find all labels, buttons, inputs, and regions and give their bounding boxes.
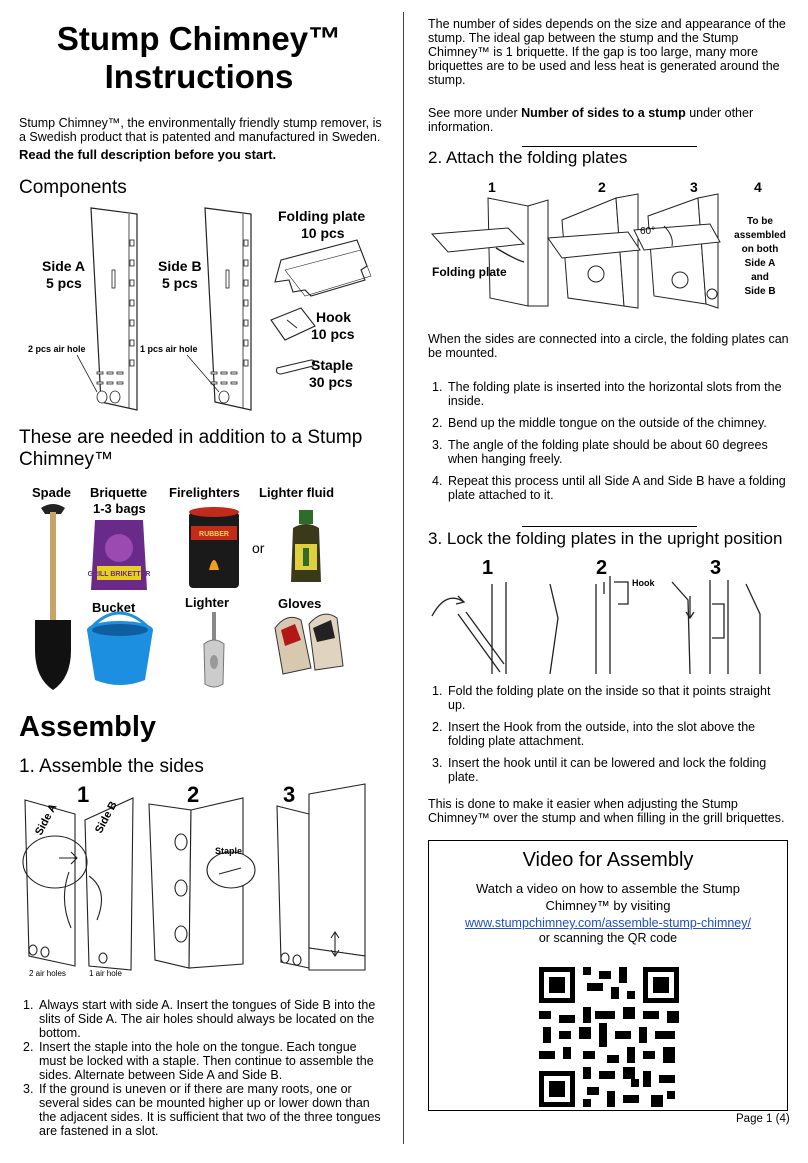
firelighters-can-icon [189,507,239,588]
lock-lines [432,576,760,674]
lock-steps-list [428,684,790,784]
can-text: RUBBER [199,531,229,538]
video-line: Watch a video on how to assemble the Stump Chimney™ by visiting [476,881,740,913]
step-text: Bend up the middle tongue on the outside of the chimney. [448,416,767,430]
qr-code-icon[interactable] [539,967,679,1107]
step-text: Insert the Hook from the outside, into the slot above the folding plate attachment. [448,720,756,748]
attach-num-2: 2 [598,179,606,195]
attach-heading: 2. Attach the folding plates [428,148,628,167]
side-b-plate [205,208,251,410]
needed-figure [19,500,391,695]
see-more-post: under other information. [428,106,754,134]
step-number: 3. [432,438,443,452]
step-text: Repeat this process until all Side A and Side B have a folding plate attached to it. [448,474,786,502]
on-both-label: on both [741,244,779,255]
see-more-bold: Number of sides to a stump [521,106,686,120]
page-title: Stump Chimney™ Instructions [56,20,342,95]
page-number: Page 1 (4) [736,1113,790,1125]
side-b-note: Side B [744,286,776,297]
folding-plate-shape [275,240,371,296]
staple-qty: 30 pcs [309,374,353,390]
lock-heading: 3. Lock the folding plates in the upright position [428,529,783,548]
attach-plates [432,194,720,308]
side-a-plate [91,208,137,410]
step-text: If the ground is uneven or if there are many roots, one or several sides can be mounted higher up or lower down than the adjacent sides. It is sufficient that two of the three tongues are fastened in a slot. [39,1082,381,1138]
or-label: or [252,540,265,556]
lighter-fluid-label: Lighter fluid [259,485,335,500]
folding-plate-label: Folding plate [278,208,366,224]
hook-label: Hook [316,309,351,325]
fig-num-3: 3 [283,782,296,807]
fig-num-2: 2 [187,782,200,807]
air-hole-a-label: 2 pcs air hole [28,344,86,354]
gloves-icon [275,614,343,674]
lighter-fluid-bottle-icon [291,510,321,582]
air-hole-leader-a [77,355,97,392]
fig1-side-a: Side A [33,801,60,838]
to-be-label: To be [747,216,773,227]
assembly-heading: Assembly [19,711,157,743]
and-note: and [751,272,769,283]
hook-callout: Hook [632,578,655,588]
lock-step-3 [428,756,790,784]
attach-step-1 [428,380,790,408]
step-number: 3. [432,756,443,770]
assemble-step-3 [19,1082,381,1138]
step-number: 1. [432,684,443,698]
assembled-label: assembled [734,230,786,241]
step-number: 3. [23,1082,34,1096]
fig1-side-b: Side B [93,799,120,836]
lighter-label: Lighter [185,595,230,610]
gloves-label: Gloves [278,596,322,611]
folding-plate-callout: Folding plate [432,265,507,279]
lock-num-2: 2 [596,557,608,579]
read-note: Read the full description before you start. [19,147,277,162]
see-more-pre: See more under [428,106,522,120]
hook-shape [271,308,315,340]
bucket-icon [87,613,153,685]
briquette-label: Briquette [90,485,148,500]
side-a-qty: 5 pcs [46,275,82,291]
spade-label: Spade [32,485,72,500]
bucket-label: Bucket [92,600,136,615]
fig2-staple-label: Staple [215,846,243,856]
needed-heading: These are needed in addition to a Stump Chimney™ [19,427,363,470]
done-paragraph: This is done to make it easier when adjusting the Stump Chimney™ over the stump and when filling in the grill briquettes. [428,797,785,825]
staple-shape [277,360,315,374]
folding-plate-qty: 10 pcs [301,225,345,241]
attach-step-3 [428,438,790,466]
step-text: Fold the folding plate on the inside so that it points straight up. [448,684,771,712]
briquette-bag-icon [88,520,151,590]
bag-text: GRILL BRIKETTER [87,571,151,578]
attach-figure [428,176,790,326]
components-heading: Components [19,177,127,198]
angle-label: 60° [640,226,656,237]
attach-steps-list [428,380,790,502]
lock-step-2 [428,720,790,748]
two-air-holes-label: 2 air holes [29,969,66,978]
lock-num-3: 3 [710,557,722,579]
side-a-note: Side A [744,258,776,269]
air-hole-b-label: 1 pcs air hole [140,344,198,354]
step-number: 4. [432,474,443,488]
fig-num-1: 1 [77,782,90,807]
assemble-steps-list [19,998,381,1138]
video-link[interactable]: www.stumpchimney.com/assemble-stump-chimney/ [465,916,751,930]
fig3-plates [277,784,365,970]
step-text: Always start with side A. Insert the tongues of Side B into the slits of Side A. The air holes should always be located on the bottom. [39,998,376,1040]
lighter-icon [204,612,224,687]
section-rule-2 [522,526,697,527]
circle-paragraph: When the sides are connected into a circle, the folding plates can be mounted. [428,332,789,360]
left-column [19,0,391,199]
step-text: The angle of the folding plate should be about 60 degrees when hanging freely. [448,438,768,466]
step-number: 2. [23,1040,34,1054]
step-number: 1. [23,998,34,1012]
attach-step-4 [428,474,790,502]
step-text: The folding plate is inserted into the horizontal slots from the inside. [448,380,782,408]
assemble-sides-heading: 1. Assemble the sides [19,756,204,777]
lock-num-1: 1 [482,557,494,579]
step-number: 1. [432,380,443,394]
side-b-label: Side B [158,258,202,274]
column-divider [403,12,404,1144]
video-title: Video for Assembly [522,849,694,871]
hook-qty: 10 pcs [311,326,355,342]
staple-label: Staple [311,357,354,373]
step-number: 2. [432,720,443,734]
side-b-qty: 5 pcs [162,275,198,291]
step-text: Insert the staple into the hole on the tongue. Each tongue must be locked with a staple. Then continue to assemble the sides. Alternate between Side A and Side B. [39,1040,374,1082]
attach-num-3: 3 [690,179,698,195]
attach-num-4: 4 [754,179,762,195]
step-number: 2. [432,416,443,430]
firelighters-label: Firelighters [169,485,240,500]
spade-icon [35,504,71,690]
sides-paragraph: The number of sides depends on the size and appearance of the stump. The ideal gap between the stump and the Stump Chimney™ is 1 briquette. If the gap is too large, many more briquettes are to be used and less heat is generated around the stump. [428,17,786,87]
fig2-plates [149,798,255,968]
lock-step-1 [428,684,790,712]
video-box [428,840,788,1111]
qr-note: or scanning the QR code [538,931,678,945]
assemble-sides-figure [19,780,391,980]
intro-text: Stump Chimney™, the environmentally friendly stump remover, is a Swedish product that is patented and manufactured in Sweden. [19,116,382,144]
one-air-hole-label: 1 air hole [89,969,122,978]
side-a-label: Side A [42,258,86,274]
lock-figure [428,554,790,676]
step-text: Insert the hook until it can be lowered and lock the folding plate. [448,756,767,784]
assemble-step-2 [19,1040,381,1082]
see-more-paragraph [428,106,790,134]
assemble-step-1 [19,998,381,1040]
attach-step-2 [428,416,790,430]
briquette-qty: 1-3 bags [93,501,146,516]
attach-num-1: 1 [488,179,496,195]
